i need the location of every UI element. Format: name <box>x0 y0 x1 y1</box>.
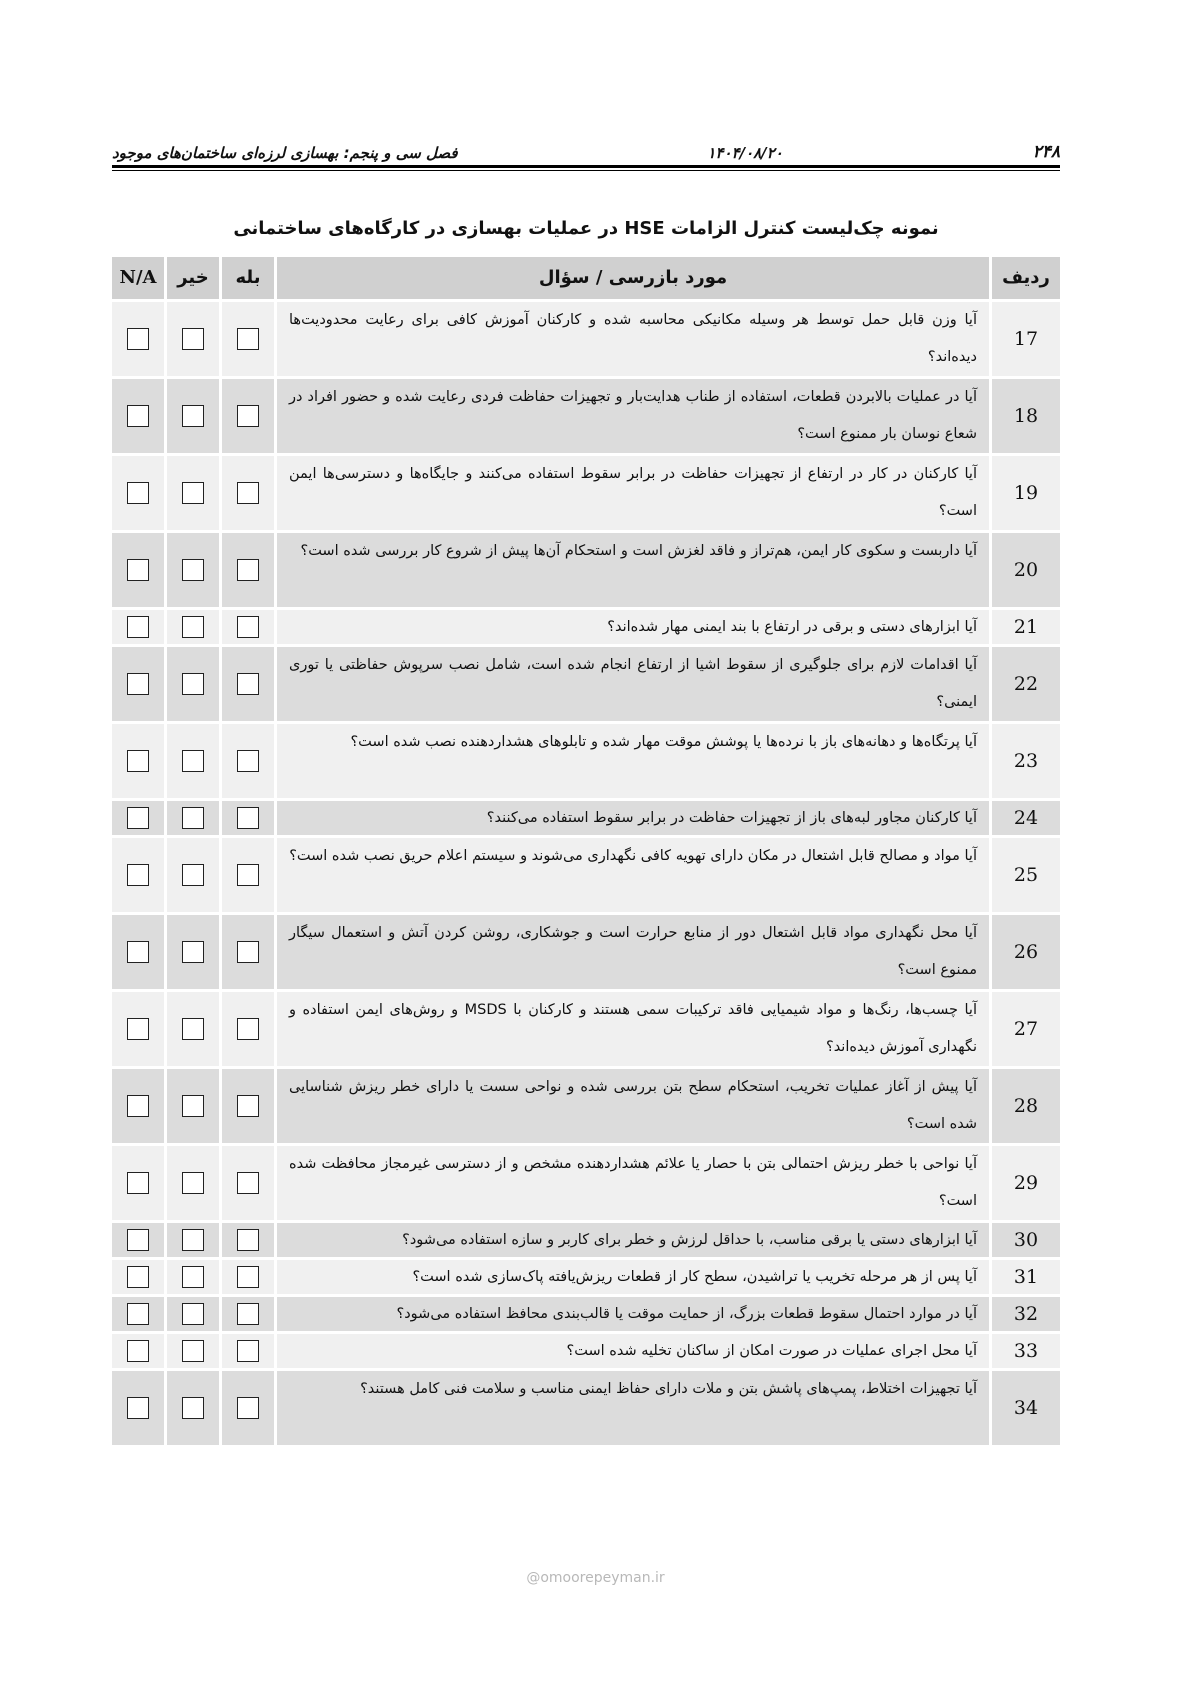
checkbox-yes[interactable] <box>237 405 259 427</box>
row-number: 34 <box>992 1371 1060 1445</box>
checkbox-no[interactable] <box>182 1397 204 1419</box>
option-cell-na <box>112 1146 164 1220</box>
checkbox-yes[interactable] <box>237 1095 259 1117</box>
column-header-yes: بله <box>222 257 274 299</box>
option-cell-no <box>167 1334 219 1368</box>
row-number: 25 <box>992 838 1060 912</box>
checkbox-no[interactable] <box>182 1303 204 1325</box>
option-cell-no <box>167 610 219 644</box>
option-cell-no <box>167 533 219 607</box>
row-number: 32 <box>992 1297 1060 1331</box>
option-cell-yes <box>222 456 274 530</box>
option-cell-yes <box>222 1260 274 1294</box>
checkbox-na[interactable] <box>127 1095 149 1117</box>
option-cell-na <box>112 610 164 644</box>
option-cell-yes <box>222 1371 274 1445</box>
question-text: آیا ابزارهای دستی و برقی در ارتفاع با بند ایمنی مهار شده‌اند؟ <box>277 610 989 644</box>
checkbox-na[interactable] <box>127 941 149 963</box>
column-header-row: ردیف <box>992 257 1060 299</box>
option-cell-yes <box>222 1223 274 1257</box>
question-text: آیا ابزارهای دستی یا برقی مناسب، با حداقل لرزش و خطر برای کاربر و سازه استفاده می‌شود؟ <box>277 1223 989 1257</box>
row-number: 30 <box>992 1223 1060 1257</box>
option-cell-na <box>112 379 164 453</box>
option-cell-na <box>112 801 164 835</box>
checkbox-na[interactable] <box>127 328 149 350</box>
option-cell-na <box>112 1223 164 1257</box>
question-text: آیا چسب‌ها، رنگ‌ها و مواد شیمیایی فاقد ترکیبات سمی هستند و کارکنان با MSDS و روش‌های ایمن استفاده و نگهداری آموزش دیده‌اند؟ <box>277 992 989 1066</box>
question-text: آیا پس از هر مرحله تخریب یا تراشیدن، سطح کار از قطعات ریزش‌یافته پاک‌سازی شده است؟ <box>277 1260 989 1294</box>
checkbox-no[interactable] <box>182 1095 204 1117</box>
table-row <box>112 1334 1060 1368</box>
checkbox-yes[interactable] <box>237 673 259 695</box>
checkbox-yes[interactable] <box>237 559 259 581</box>
row-number: 27 <box>992 992 1060 1066</box>
table-row <box>112 801 1060 835</box>
table-header-row <box>112 257 1060 299</box>
table-row <box>112 456 1060 530</box>
row-number: 18 <box>992 379 1060 453</box>
option-cell-no <box>167 1371 219 1445</box>
row-number: 21 <box>992 610 1060 644</box>
checkbox-na[interactable] <box>127 1018 149 1040</box>
option-cell-na <box>112 1260 164 1294</box>
page-header <box>112 128 1060 162</box>
table-row <box>112 1371 1060 1445</box>
option-cell-no <box>167 302 219 376</box>
page-number: ۲۴۸ <box>1032 142 1060 162</box>
option-cell-na <box>112 915 164 989</box>
checkbox-no[interactable] <box>182 1229 204 1251</box>
checkbox-na[interactable] <box>127 405 149 427</box>
option-cell-no <box>167 838 219 912</box>
checkbox-no[interactable] <box>182 482 204 504</box>
checkbox-no[interactable] <box>182 1340 204 1362</box>
option-cell-yes <box>222 610 274 644</box>
option-cell-yes <box>222 533 274 607</box>
question-text: آیا در عملیات بالابردن قطعات، استفاده از طناب هدایت‌بار و تجهیزات حفاظت فردی رعایت شده و حضور افراد در شعاع نوسان بار ممنوع است؟ <box>277 379 989 453</box>
table-row <box>112 1146 1060 1220</box>
checkbox-na[interactable] <box>127 1172 149 1194</box>
row-number: 17 <box>992 302 1060 376</box>
option-cell-no <box>167 1069 219 1143</box>
option-cell-no <box>167 915 219 989</box>
checkbox-yes[interactable] <box>237 1266 259 1288</box>
checkbox-na[interactable] <box>127 559 149 581</box>
table-row <box>112 724 1060 798</box>
row-number: 33 <box>992 1334 1060 1368</box>
question-text: آیا پیش از آغاز عملیات تخریب، استحکام سطح بتن بررسی شده و نواحی سست یا دارای خطر ریزش شناسایی شده است؟ <box>277 1069 989 1143</box>
option-cell-yes <box>222 801 274 835</box>
checkbox-yes[interactable] <box>237 616 259 638</box>
table-row <box>112 1260 1060 1294</box>
question-text: آیا نواحی با خطر ریزش احتمالی بتن با حصار یا علائم هشداردهنده مشخص و از دسترسی غیرمجاز محافظت شده است؟ <box>277 1146 989 1220</box>
checklist-table <box>112 257 1060 1445</box>
option-cell-no <box>167 801 219 835</box>
column-header-na: N/A <box>112 257 164 299</box>
option-cell-no <box>167 992 219 1066</box>
question-text: آیا محل اجرای عملیات در صورت امکان از ساکنان تخلیه شده است؟ <box>277 1334 989 1368</box>
table-row <box>112 302 1060 376</box>
question-text: آیا مواد و مصالح قابل اشتعال در مکان دارای تهویه کافی نگهداری می‌شوند و سیستم اعلام حریق نصب شده است؟ <box>277 838 989 912</box>
checkbox-no[interactable] <box>182 807 204 829</box>
option-cell-yes <box>222 1146 274 1220</box>
option-cell-na <box>112 1334 164 1368</box>
option-cell-yes <box>222 647 274 721</box>
checkbox-no[interactable] <box>182 673 204 695</box>
checkbox-na[interactable] <box>127 864 149 886</box>
checkbox-yes[interactable] <box>237 807 259 829</box>
option-cell-no <box>167 379 219 453</box>
table-row <box>112 838 1060 912</box>
checkbox-na[interactable] <box>127 616 149 638</box>
option-cell-na <box>112 992 164 1066</box>
checkbox-no[interactable] <box>182 1172 204 1194</box>
checkbox-na[interactable] <box>127 1340 149 1362</box>
option-cell-yes <box>222 992 274 1066</box>
row-number: 22 <box>992 647 1060 721</box>
checkbox-yes[interactable] <box>237 1397 259 1419</box>
checkbox-no[interactable] <box>182 864 204 886</box>
option-cell-na <box>112 533 164 607</box>
checkbox-yes[interactable] <box>237 328 259 350</box>
table-row <box>112 915 1060 989</box>
option-cell-no <box>167 1297 219 1331</box>
header-rule-thick <box>112 165 1060 168</box>
row-number: 24 <box>992 801 1060 835</box>
header-rule-thin <box>112 170 1060 171</box>
checkbox-yes[interactable] <box>237 750 259 772</box>
question-text: آیا داربست و سکوی کار ایمن، هم‌تراز و فاقد لغزش است و استحکام آن‌ها پیش از شروع کار بررسی شده است؟ <box>277 533 989 607</box>
checkbox-yes[interactable] <box>237 1229 259 1251</box>
option-cell-na <box>112 1069 164 1143</box>
checkbox-na[interactable] <box>127 482 149 504</box>
checkbox-na[interactable] <box>127 750 149 772</box>
row-number: 31 <box>992 1260 1060 1294</box>
checkbox-no[interactable] <box>182 559 204 581</box>
page-date: ۱۴۰۴/۰۸/۲۰ <box>707 144 783 162</box>
checkbox-no[interactable] <box>182 1018 204 1040</box>
column-header-question: مورد بازرسی / سؤال <box>277 257 989 299</box>
row-number: 20 <box>992 533 1060 607</box>
row-number: 26 <box>992 915 1060 989</box>
question-text: آیا اقدامات لازم برای جلوگیری از سقوط اشیا از ارتفاع انجام شده است، شامل نصب سرپوش حفاظتی یا توری ایمنی؟ <box>277 647 989 721</box>
checkbox-yes[interactable] <box>237 1340 259 1362</box>
checkbox-na[interactable] <box>127 1229 149 1251</box>
option-cell-no <box>167 456 219 530</box>
column-header-no: خیر <box>167 257 219 299</box>
option-cell-yes <box>222 1297 274 1331</box>
row-number: 19 <box>992 456 1060 530</box>
question-text: آیا کارکنان مجاور لبه‌های باز از تجهیزات حفاظت در برابر سقوط استفاده می‌کنند؟ <box>277 801 989 835</box>
option-cell-yes <box>222 1069 274 1143</box>
checkbox-yes[interactable] <box>237 864 259 886</box>
option-cell-yes <box>222 915 274 989</box>
option-cell-na <box>112 724 164 798</box>
table-row <box>112 533 1060 607</box>
option-cell-yes <box>222 302 274 376</box>
option-cell-na <box>112 838 164 912</box>
checkbox-no[interactable] <box>182 616 204 638</box>
question-text: آیا در موارد احتمال سقوط قطعات بزرگ، از حمایت موقت یا قالب‌بندی محافظ استفاده می‌شود؟ <box>277 1297 989 1331</box>
question-text: آیا پرتگاه‌ها و دهانه‌های باز با نرده‌ها یا پوشش موقت مهار شده و تابلوهای هشداردهنده نصب شده است؟ <box>277 724 989 798</box>
question-text: آیا تجهیزات اختلاط، پمپ‌های پاشش بتن و ملات دارای حفاظ ایمنی مناسب و سلامت فنی کامل هستند؟ <box>277 1371 989 1445</box>
table-row <box>112 992 1060 1066</box>
checkbox-na[interactable] <box>127 1266 149 1288</box>
row-number: 28 <box>992 1069 1060 1143</box>
checkbox-no[interactable] <box>182 1266 204 1288</box>
table-row <box>112 610 1060 644</box>
chapter-title: فصل سی و پنجم: بهسازی لرزه‌ای ساختمان‌های موجود <box>112 144 458 162</box>
option-cell-na <box>112 302 164 376</box>
checkbox-yes[interactable] <box>237 1303 259 1325</box>
checkbox-no[interactable] <box>182 328 204 350</box>
question-text: آیا محل نگهداری مواد قابل اشتعال دور از منابع حرارت است و جوشکاری، روشن کردن آتش و استعمال سیگار ممنوع است؟ <box>277 915 989 989</box>
table-title: نمونه چک‌لیست کنترل الزامات HSE در عملیات بهسازی در کارگاه‌های ساختمانی <box>233 218 939 239</box>
checkbox-yes[interactable] <box>237 482 259 504</box>
option-cell-yes <box>222 1334 274 1368</box>
option-cell-yes <box>222 724 274 798</box>
table-row <box>112 1069 1060 1143</box>
table-row <box>112 1297 1060 1331</box>
checkbox-na[interactable] <box>127 1303 149 1325</box>
checkbox-yes[interactable] <box>237 941 259 963</box>
question-text: آیا وزن قابل حمل توسط هر وسیله مکانیکی محاسبه شده و کارکنان آموزش کافی برای رعایت محدودیت‌ها دیده‌اند؟ <box>277 302 989 376</box>
table-row <box>112 379 1060 453</box>
table-row <box>112 647 1060 721</box>
checkbox-yes[interactable] <box>237 1018 259 1040</box>
checkbox-na[interactable] <box>127 673 149 695</box>
table-row <box>112 1223 1060 1257</box>
question-text: آیا کارکنان در کار در ارتفاع از تجهیزات حفاظت در برابر سقوط استفاده می‌کنند و جایگاه‌ها و دسترسی‌ها ایمن است؟ <box>277 456 989 530</box>
option-cell-na <box>112 1297 164 1331</box>
option-cell-no <box>167 1146 219 1220</box>
checkbox-no[interactable] <box>182 405 204 427</box>
option-cell-na <box>112 1371 164 1445</box>
row-number: 23 <box>992 724 1060 798</box>
checkbox-yes[interactable] <box>237 1172 259 1194</box>
checkbox-no[interactable] <box>182 941 204 963</box>
option-cell-no <box>167 1223 219 1257</box>
option-cell-no <box>167 724 219 798</box>
checkbox-no[interactable] <box>182 750 204 772</box>
option-cell-yes <box>222 838 274 912</box>
option-cell-na <box>112 647 164 721</box>
row-number: 29 <box>992 1146 1060 1220</box>
option-cell-na <box>112 456 164 530</box>
checkbox-na[interactable] <box>127 807 149 829</box>
checkbox-na[interactable] <box>127 1397 149 1419</box>
option-cell-no <box>167 647 219 721</box>
watermark: @omoorepeyman.ir <box>526 1570 665 1586</box>
option-cell-yes <box>222 379 274 453</box>
option-cell-no <box>167 1260 219 1294</box>
